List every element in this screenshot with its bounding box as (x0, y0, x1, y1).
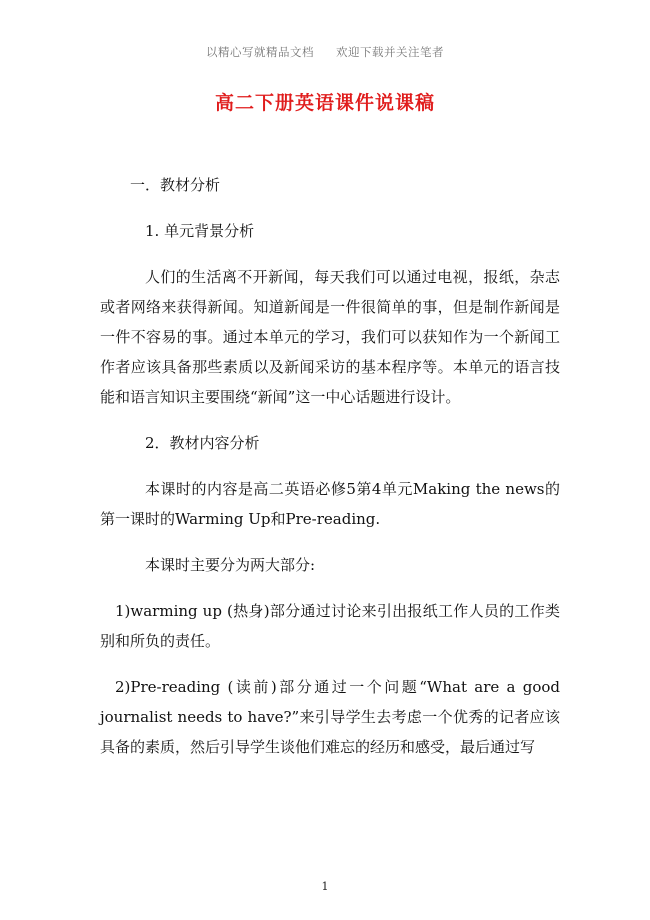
section-heading-teaching-material-analysis: 一．教材分析 (130, 176, 221, 194)
document-title: 高二下册英语课件说课稿 (214, 92, 435, 114)
paragraph-lesson-content: 本课时的内容是高二英语必修5第4单元Making the news的第一课时的Warming Up和Pre-reading. (100, 480, 560, 528)
page-number: 1 (321, 880, 329, 893)
header-left-text: 以精心写就精品文档 (206, 45, 314, 59)
list-item-pre-reading: 2)Pre-reading (读前)部分通过一个问题“What are a good journalist needs to have?”来引导学生去考虑一个优秀的记者应该具备的素质，然后引导学生谈他们难忘的经历和感受，最后通过写 (100, 678, 560, 756)
paragraph-unit-background: 人们的生活离不开新闻，每天我们可以通过电视，报纸，杂志或者网络来获得新闻。知道新闻是一件很简单的事，但是制作新闻是一件不容易的事。通过本单元的学习，我们可以获知作为一个新闻工作者应该具备那些素质以及新闻采访的基本程序等。本单元的语言技能和语言知识主要围绕“新闻”这一中心话题进行设计。 (100, 268, 560, 406)
subheading-unit-background: 1. 单元背景分析 (145, 222, 255, 240)
document-body (100, 170, 560, 778)
page-header (0, 44, 650, 60)
header-right-text: 欢迎下载并关注笔者 (336, 45, 444, 59)
subheading-content-analysis: 2．教材内容分析 (145, 434, 260, 452)
list-item-warming-up: 1)warming up (热身)部分通过讨论来引出报纸工作人员的工作类别和所负的责任。 (100, 602, 560, 650)
paragraph-lesson-parts: 本课时主要分为两大部分: (145, 556, 316, 574)
